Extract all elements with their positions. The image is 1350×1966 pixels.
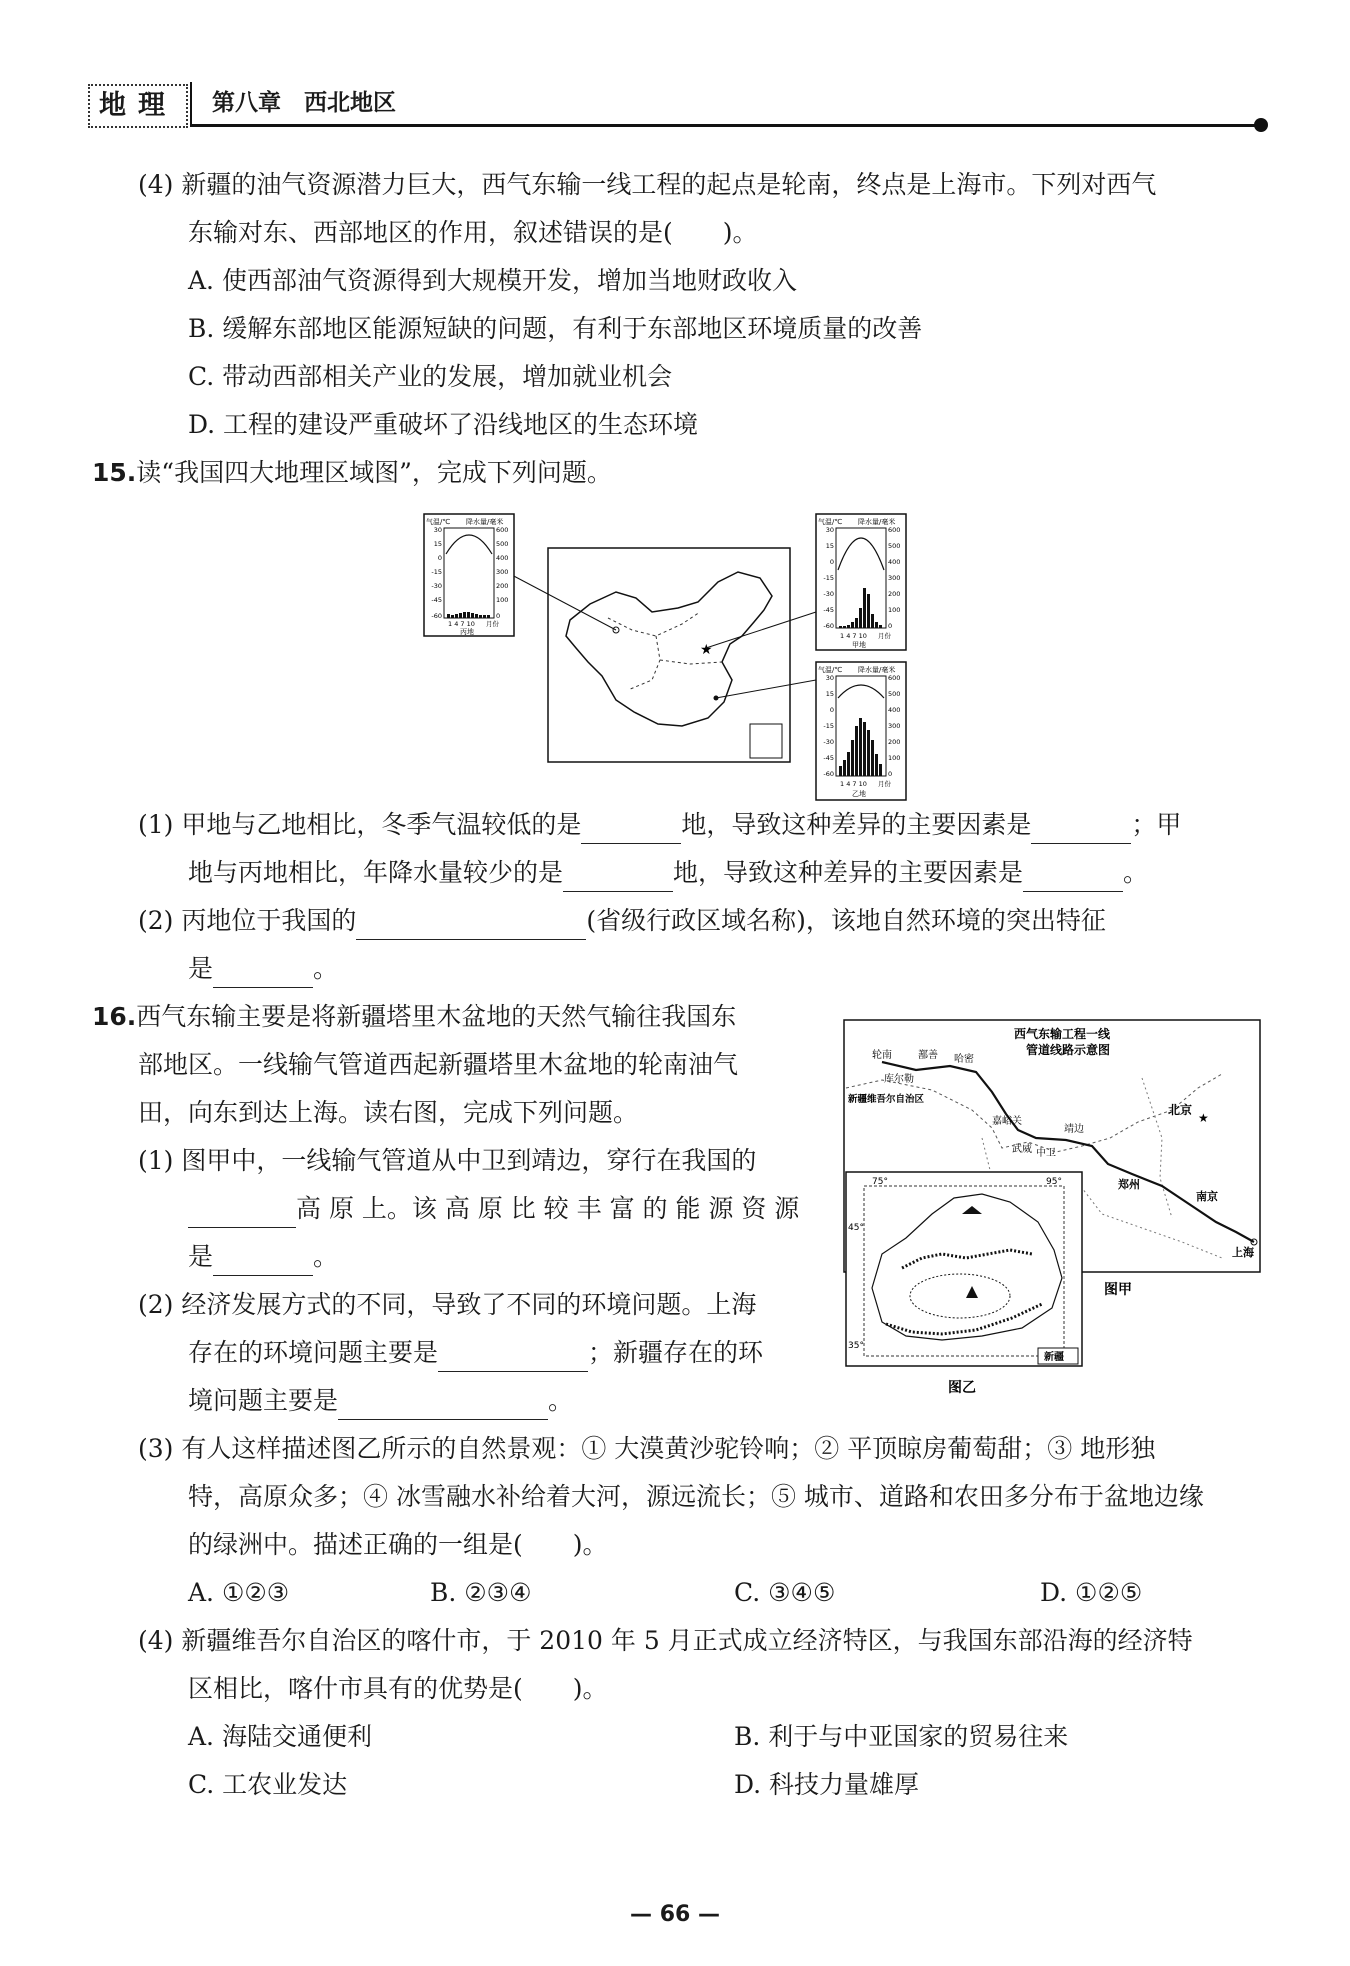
- bing-month-unit: 月份: [486, 620, 499, 628]
- bing-axis-title-right: 降水量/毫米: [466, 518, 504, 526]
- inset-xinjiang-label: 新疆: [1044, 1352, 1064, 1363]
- answer-blank[interactable]: [1031, 813, 1131, 844]
- q16-3-option-a: A. ①②③: [188, 1578, 290, 1607]
- svg-text:400: 400: [888, 706, 901, 714]
- fig-yi-label: 图乙: [948, 1380, 976, 1396]
- q16-2-line2: 存在的环境问题主要是 ；新疆存在的环: [188, 1334, 763, 1372]
- header-rule: [190, 124, 1260, 127]
- svg-text:600: 600: [888, 674, 901, 682]
- svg-text:15: 15: [825, 690, 834, 698]
- inset-lon-95: 95°: [1046, 1177, 1062, 1187]
- svg-text:200: 200: [496, 582, 509, 590]
- svg-text:500: 500: [888, 542, 901, 550]
- jia-axis-title: 气温/℃: [818, 518, 843, 526]
- jia-month-unit: 月份: [878, 632, 891, 640]
- q14-4-option-a: A. 使西部油气资源得到大规模开发，增加当地财政收入: [188, 266, 797, 295]
- q14-4-stem-line1: (4) 新疆的油气资源潜力巨大，西气东输一线工程的起点是轮南，终点是上海市。下列对西气: [138, 170, 1157, 199]
- q16-1-line2: 高 原 上。该 高 原 比 较 丰 富 的 能 源 资 源: [188, 1190, 799, 1228]
- place-zhongwei: 中卫: [1036, 1148, 1056, 1159]
- q16-4-line2: 区相比，喀什市具有的优势是( )。: [188, 1674, 608, 1703]
- q15-1-line1: (1) 甲地与乙地相比，冬季气温较低的是 地，导致这种差异的主要因素是 ；甲: [138, 806, 1181, 844]
- svg-text:-60: -60: [431, 612, 442, 620]
- svg-text:500: 500: [888, 690, 901, 698]
- jia-month-ticks: 1 4 7 10: [840, 632, 867, 640]
- bing-leader: [510, 574, 616, 630]
- yi-month-unit: 月份: [878, 780, 891, 788]
- q16-4-option-a: A. 海陆交通便利: [188, 1722, 372, 1751]
- svg-text:15: 15: [825, 542, 834, 550]
- bing-month-ticks: 1 4 7 10: [448, 620, 475, 628]
- answer-blank[interactable]: [1023, 861, 1123, 892]
- map-title-line1: 西气东输工程一线: [1014, 1027, 1111, 1041]
- svg-text:300: 300: [888, 574, 901, 582]
- q16-stem-line1: 16.西气东输主要是将新疆塔里木盆地的天然气输往我国东: [92, 1002, 737, 1031]
- page-number: — 66 —: [630, 1902, 720, 1927]
- svg-text:-45: -45: [823, 754, 834, 762]
- svg-text:-60: -60: [823, 770, 834, 778]
- q15-1-line2: 地与丙地相比，年降水量较少的是 地，导致这种差异的主要因素是 。: [188, 854, 1148, 892]
- svg-text:500: 500: [496, 540, 509, 548]
- q15-number: 15.: [92, 458, 137, 487]
- q14-4-option-b: B. 缓解东部地区能源短缺的问题，有利于东部地区环境质量的改善: [188, 314, 923, 343]
- beijing-star-icon: ★: [1198, 1111, 1209, 1125]
- svg-text:-15: -15: [431, 568, 442, 576]
- yi-axis-title-right: 降水量/毫米: [858, 666, 896, 674]
- fig-jia-label: 图甲: [1104, 1282, 1132, 1298]
- place-shanghai: 上海: [1232, 1246, 1254, 1259]
- answer-blank[interactable]: [356, 909, 586, 940]
- svg-text:100: 100: [496, 596, 509, 604]
- place-jiayuguan: 嘉峪关: [992, 1116, 1022, 1127]
- climate-chart-jia: [816, 514, 906, 650]
- q16-number: 16.: [92, 1002, 137, 1031]
- answer-blank[interactable]: [213, 957, 313, 988]
- svg-text:0: 0: [888, 622, 893, 630]
- svg-text:30: 30: [825, 526, 834, 534]
- place-xinjiang: 新疆维吾尔自治区: [848, 1094, 925, 1105]
- region-boundary: [628, 636, 660, 690]
- q16-4-option-b: B. 利于与中亚国家的贸易往来: [734, 1722, 1069, 1751]
- q16-3-option-c: C. ③④⑤: [734, 1578, 836, 1607]
- yi-month-ticks: 1 4 7 10: [840, 780, 867, 788]
- svg-text:0: 0: [829, 558, 834, 566]
- svg-text:200: 200: [888, 738, 901, 746]
- q16-3-line3: 的绿洲中。描述正确的一组是( )。: [188, 1530, 608, 1559]
- svg-text:200: 200: [888, 590, 901, 598]
- svg-text:400: 400: [496, 554, 509, 562]
- q16-stem-line2: 部地区。一线输气管道西起新疆塔里木盆地的轮南油气: [138, 1050, 739, 1079]
- svg-text:0: 0: [437, 554, 442, 562]
- answer-blank[interactable]: [338, 1389, 548, 1420]
- q15-2-line2: 是 。: [188, 950, 338, 988]
- answer-blank[interactable]: [213, 1245, 313, 1276]
- q16-4-option-d: D. 科技力量雄厚: [734, 1770, 920, 1799]
- svg-text:100: 100: [888, 754, 901, 762]
- q16-3-option-d: D. ①②⑤: [1040, 1578, 1143, 1607]
- svg-text:600: 600: [888, 526, 901, 534]
- q14-4-option-d: D. 工程的建设严重破坏了沿线地区的生态环境: [188, 410, 699, 439]
- answer-blank[interactable]: [563, 861, 673, 892]
- yi-axis-title: 气温/℃: [818, 666, 843, 674]
- header-divider: [190, 82, 192, 126]
- answer-blank[interactable]: [581, 813, 681, 844]
- svg-text:15: 15: [433, 540, 442, 548]
- jia-chart-label: 甲地: [852, 641, 866, 649]
- svg-text:0: 0: [888, 770, 893, 778]
- q16-1-line3: 是 。: [188, 1238, 338, 1276]
- place-zhengzhou: 郑州: [1118, 1178, 1140, 1191]
- south-sea-inset: [750, 724, 782, 758]
- inset-lat-35: 35°: [848, 1341, 864, 1351]
- q16-4-option-c: C. 工农业发达: [188, 1770, 348, 1799]
- region-boundary: [608, 612, 700, 636]
- svg-text:300: 300: [496, 568, 509, 576]
- map-frame: [548, 548, 790, 762]
- svg-text:-60: -60: [823, 622, 834, 630]
- climate-chart-yi: [816, 662, 906, 800]
- q16-4-line1: (4) 新疆维吾尔自治区的喀什市，于 2010 年 5 月正式成立经济特区，与我国东部沿海的经济特: [138, 1626, 1193, 1655]
- bing-chart-label: 丙地: [460, 628, 474, 636]
- q15-stem: [92, 454, 612, 492]
- svg-text:0: 0: [496, 612, 501, 620]
- svg-text:0: 0: [829, 706, 834, 714]
- svg-text:-30: -30: [823, 590, 834, 598]
- china-outline: [566, 572, 772, 726]
- jia-leader: [706, 612, 816, 648]
- subject-label: 地理: [88, 84, 188, 128]
- answer-blank[interactable]: [438, 1341, 588, 1372]
- svg-text:-15: -15: [823, 574, 834, 582]
- answer-blank[interactable]: [188, 1197, 296, 1228]
- svg-text:30: 30: [825, 674, 834, 682]
- inset-lon-75: 75°: [872, 1177, 888, 1187]
- q16-3-line2: 特，高原众多；④ 冰雪融水补给着大河，源远流长；⑤ 城市、道路和农田多分布于盆地边缘: [188, 1482, 1204, 1511]
- q15-2-line1: (2) 丙地位于我国的 (省级行政区域名称)，该地自然环境的突出特征: [138, 902, 1106, 940]
- q16-3-line1: (3) 有人这样描述图乙所示的自然景观：① 大漠黄沙驼铃响；② 平顶晾房葡萄甜；③ 地形独: [138, 1434, 1156, 1463]
- q15-stem-text: 读“我国四大地理区域图”，完成下列问题。: [136, 458, 612, 487]
- west-east-gas-figure: [842, 1018, 1264, 1396]
- inset-lat-45: 45°: [848, 1223, 864, 1233]
- q16-3-option-b: B. ②③④: [430, 1578, 532, 1607]
- svg-text:-30: -30: [431, 582, 442, 590]
- yi-chart-label: 乙地: [852, 790, 866, 798]
- q16-1-line1: (1) 图甲中，一线输气管道从中卫到靖边，穿行在我国的: [138, 1146, 757, 1175]
- inset-yi-frame: [846, 1172, 1082, 1366]
- region-boundary: [660, 660, 722, 664]
- place-jingbian: 靖边: [1064, 1124, 1084, 1135]
- q16-2-line1: (2) 经济发展方式的不同，导致了不同的环境问题。上海: [138, 1290, 757, 1319]
- svg-text:300: 300: [888, 722, 901, 730]
- q14-4-option-c: C. 带动西部相关产业的发展，增加就业机会: [188, 362, 673, 391]
- place-korla: 库尔勒: [884, 1074, 914, 1085]
- jia-star-icon: ★: [700, 642, 713, 658]
- place-wuwei: 武威: [1012, 1144, 1032, 1155]
- q14-4-stem-line2: 东输对东、西部地区的作用，叙述错误的是( )。: [188, 218, 758, 247]
- svg-text:-45: -45: [823, 606, 834, 614]
- svg-text:600: 600: [496, 526, 509, 534]
- place-nanjing: 南京: [1196, 1190, 1218, 1203]
- place-beijing: 北京: [1168, 1103, 1193, 1117]
- svg-text:30: 30: [433, 526, 442, 534]
- header-rule-dot: [1254, 118, 1268, 132]
- map-title-line2: 管道线路示意图: [1026, 1043, 1111, 1057]
- svg-text:-45: -45: [431, 596, 442, 604]
- svg-text:100: 100: [888, 606, 901, 614]
- bing-axis-title: 气温/℃: [426, 518, 451, 526]
- svg-text:400: 400: [888, 558, 901, 566]
- q16-stem-line3: 田，向东到达上海。读右图，完成下列问题。: [138, 1098, 639, 1127]
- place-lunnan: 轮南: [872, 1050, 892, 1061]
- svg-text:-30: -30: [823, 738, 834, 746]
- place-shanshan: 鄯善: [918, 1050, 938, 1061]
- four-regions-figure: [420, 512, 940, 804]
- svg-text:-15: -15: [823, 722, 834, 730]
- jia-axis-title-right: 降水量/毫米: [858, 518, 896, 526]
- chapter-title: 第八章 西北地区: [212, 89, 396, 116]
- climate-chart-bing: [424, 514, 514, 636]
- place-hami: 哈密: [954, 1054, 974, 1065]
- q16-2-line3: 境问题主要是 。: [188, 1382, 573, 1420]
